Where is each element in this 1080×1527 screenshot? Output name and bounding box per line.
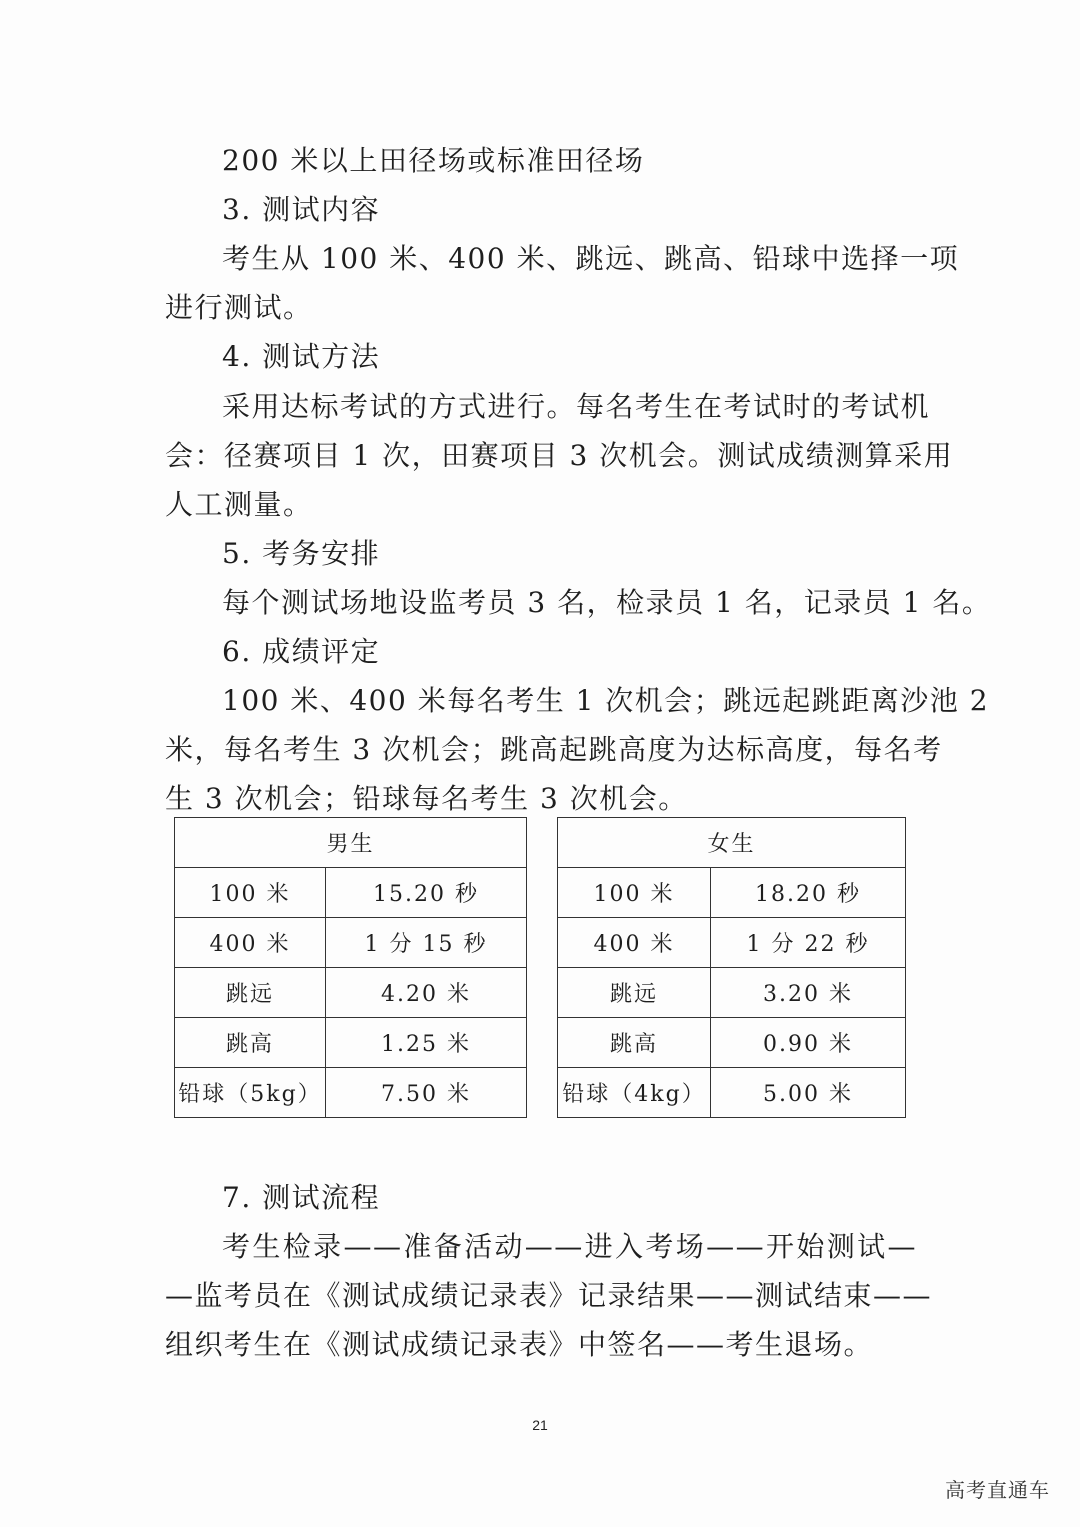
section-7-text-line-3: 组织考生在《测试成绩记录表》中签名——考生退场。 — [165, 1328, 874, 1361]
page-number: 21 — [532, 1417, 548, 1433]
event-cell: 跳高 — [558, 1018, 711, 1068]
standard-cell: 5.00 米 — [711, 1068, 906, 1118]
section-4-text-line-2: 会：径赛项目 1 次，田赛项目 3 次机会。测试成绩测算采用 — [165, 439, 954, 472]
section-6-heading: 6. 成绩评定 — [222, 635, 381, 668]
standard-cell: 15.20 秒 — [326, 868, 527, 918]
event-cell: 100 米 — [175, 868, 326, 918]
table-row — [175, 868, 527, 918]
table-header-row — [558, 818, 906, 868]
section-5-text-line-1: 每个测试场地设监考员 3 名，检录员 1 名，记录员 1 名。 — [222, 586, 992, 619]
watermark-label: 高考直通车 — [945, 1478, 1050, 1502]
section-5-heading: 5. 考务安排 — [222, 537, 381, 570]
section-7-text-line-1: 考生检录——准备活动——进入考场——开始测试— — [222, 1230, 917, 1263]
table-row — [558, 918, 906, 968]
section-4-text-line-3: 人工测量。 — [165, 488, 313, 521]
section-4-heading: 4. 测试方法 — [222, 340, 381, 373]
event-cell: 铅球（5kg） — [175, 1068, 326, 1118]
table-row — [558, 968, 906, 1018]
event-cell: 跳远 — [175, 968, 326, 1018]
event-cell: 400 米 — [175, 918, 326, 968]
event-cell: 100 米 — [558, 868, 711, 918]
section-3-text-line-1: 考生从 100 米、400 米、跳远、跳高、铅球中选择一项 — [222, 242, 960, 275]
standard-cell: 7.50 米 — [326, 1068, 527, 1118]
male-header: 男生 — [175, 818, 527, 868]
table-header-row — [175, 818, 527, 868]
table-row — [558, 1018, 906, 1068]
section-6-text-line-2: 米，每名考生 3 次机会；跳高起跳高度为达标高度，每名考 — [165, 733, 943, 766]
standard-cell: 1.25 米 — [326, 1018, 527, 1068]
female-header: 女生 — [558, 818, 906, 868]
event-cell: 400 米 — [558, 918, 711, 968]
standard-cell: 0.90 米 — [711, 1018, 906, 1068]
standard-cell: 1 分 15 秒 — [326, 918, 527, 968]
section-7-text-line-2: —监考员在《测试成绩记录表》记录结果——测试结束—— — [165, 1279, 933, 1312]
event-cell: 跳远 — [558, 968, 711, 1018]
table-row — [175, 918, 527, 968]
section-3-heading: 3. 测试内容 — [222, 193, 381, 226]
female-standards-table — [557, 817, 906, 1118]
standard-cell: 1 分 22 秒 — [711, 918, 906, 968]
section-6-text-line-1: 100 米、400 米每名考生 1 次机会；跳远起跳距离沙池 2 — [222, 684, 990, 717]
male-standards-table — [174, 817, 527, 1118]
standard-cell: 4.20 米 — [326, 968, 527, 1018]
section-6-text-line-3: 生 3 次机会；铅球每名考生 3 次机会。 — [165, 782, 688, 815]
table-row — [558, 1068, 906, 1118]
venue-requirement-line: 200 米以上田径场或标准田径场 — [222, 144, 645, 177]
section-4-text-line-1: 采用达标考试的方式进行。每名考生在考试时的考试机 — [222, 390, 931, 423]
table-row — [175, 1018, 527, 1068]
standard-cell: 3.20 米 — [711, 968, 906, 1018]
section-3-text-line-2: 进行测试。 — [165, 291, 313, 324]
table-row — [175, 968, 527, 1018]
section-7-heading: 7. 测试流程 — [222, 1181, 381, 1214]
standard-cell: 18.20 秒 — [711, 868, 906, 918]
table-row — [558, 868, 906, 918]
event-cell: 铅球（4kg） — [558, 1068, 711, 1118]
event-cell: 跳高 — [175, 1018, 326, 1068]
table-row — [175, 1068, 527, 1118]
